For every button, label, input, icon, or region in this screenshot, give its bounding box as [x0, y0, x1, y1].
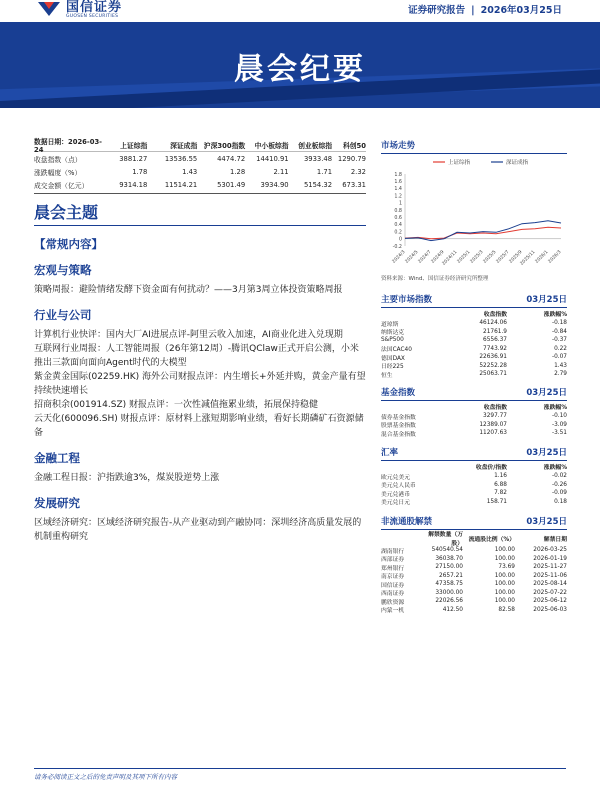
table-row — [381, 563, 567, 572]
cell: 2.11 — [273, 167, 289, 176]
market-summary-table — [34, 139, 366, 194]
table-row — [381, 362, 567, 371]
cell: -0.84 — [552, 328, 567, 335]
column-header: 涨跌幅% — [543, 312, 567, 318]
row-label: 恒生 — [381, 372, 393, 379]
cell: 100.00 — [494, 555, 515, 562]
cell: 52252.28 — [479, 362, 507, 369]
fund-index-panel — [381, 386, 567, 438]
main-index-panel — [381, 293, 567, 379]
x-tick-label: 2024/5 — [404, 249, 420, 265]
cell: -0.07 — [552, 354, 567, 361]
article-link[interactable]: 计算机行业快评：国内大厂AI进展点评-阿里云收入加速，AI商业化进入兑现期 — [34, 330, 343, 340]
table-row — [381, 572, 567, 581]
cell: 3881.27 — [119, 154, 148, 163]
column-header: 流通股比例（%） — [468, 536, 515, 543]
series-line — [405, 227, 561, 239]
table-row — [381, 481, 567, 490]
cell: 100.00 — [494, 589, 515, 596]
table-row — [381, 606, 567, 615]
row-label: 德国DAX — [381, 355, 405, 362]
meta-separator: | — [471, 5, 475, 16]
cell: 2.32 — [350, 167, 366, 176]
cell: 1.16 — [494, 473, 507, 480]
cell: 82.58 — [498, 606, 515, 613]
y-tick-label: 0.2 — [394, 230, 402, 236]
cell: 22026.56 — [435, 598, 463, 605]
table-row — [381, 345, 567, 354]
table-row — [34, 165, 366, 178]
cell: 2025-07-22 — [533, 589, 567, 596]
cell: 2025-11-27 — [533, 564, 567, 571]
x-tick-label: 2026/3 — [547, 249, 563, 265]
fx-title: 汇率 — [381, 448, 399, 458]
main-index-date: 03月25日 — [526, 295, 567, 305]
y-tick-label: 1.8 — [394, 172, 402, 178]
x-tick-label: 2025/7 — [495, 249, 511, 265]
cell: -0.26 — [552, 481, 567, 488]
cell: 2025-06-12 — [533, 598, 567, 605]
article-link[interactable]: 紫金黄金国际(02259.HK) 海外公司财报点评：内生增长+外延并购，黄金产量有望持续快速增长 — [34, 372, 366, 396]
row-label: 道琼斯 — [381, 321, 399, 328]
table-header-row — [381, 461, 567, 472]
column-header: 收盘价/指数 — [475, 465, 507, 471]
cell: 2.79 — [554, 371, 567, 378]
cell: 3934.90 — [260, 180, 289, 189]
cell: 36038.70 — [435, 555, 463, 562]
fx-date: 03月25日 — [526, 448, 567, 458]
table-header-row — [381, 401, 567, 412]
y-tick-label: 0.4 — [394, 223, 402, 229]
x-tick-label: 2025/3 — [469, 249, 485, 265]
chart-svg — [381, 152, 567, 267]
cell: 9314.18 — [119, 180, 148, 189]
row-label: 鹏欣资源 — [381, 599, 405, 606]
company-logo — [38, 0, 122, 20]
cell: 6556.37 — [483, 337, 507, 344]
cell: 540540.54 — [431, 547, 463, 554]
row-label: 国信证券 — [381, 582, 405, 589]
row-label: 法国CAC40 — [381, 347, 412, 354]
fund-index-title: 基金指数 — [381, 388, 416, 398]
cell: 7743.92 — [483, 345, 507, 352]
cell: -0.10 — [552, 413, 567, 420]
cell: -0.09 — [552, 490, 567, 497]
cell: 5301.49 — [217, 180, 246, 189]
column-header: 沪深300指数 — [203, 142, 246, 150]
table-row — [381, 489, 567, 498]
row-label: 湖南银行 — [381, 548, 405, 555]
cell: 22636.91 — [479, 354, 507, 361]
main-index-title: 主要市场指数 — [381, 295, 433, 305]
page-title: 晨会纪要 — [234, 52, 366, 87]
cell: 25063.71 — [479, 371, 507, 378]
cell: 33000.00 — [435, 589, 463, 596]
page-header — [0, 0, 600, 22]
cell: -0.18 — [552, 320, 567, 327]
row-label: 收盘指数（点） — [34, 155, 82, 164]
cell: 11514.21 — [164, 180, 198, 189]
x-tick-label: 2025/11 — [519, 249, 537, 267]
table-row — [381, 319, 567, 328]
x-tick-label: 2025/9 — [508, 249, 524, 265]
table-row — [381, 555, 567, 564]
row-label: S&P500 — [381, 337, 404, 344]
x-tick-label: 2024/9 — [430, 249, 446, 265]
cell: 14410.91 — [256, 154, 289, 163]
table-row — [34, 178, 366, 191]
cell: 21761.9 — [483, 328, 507, 335]
cell: 6.88 — [494, 481, 507, 488]
cell: 2026-01-19 — [533, 555, 567, 562]
cell: 412.50 — [442, 606, 463, 613]
column-header: 数据日期：2026-03-24 — [34, 138, 103, 154]
column-header: 科创50 — [342, 142, 366, 150]
cell: 2025-11-06 — [533, 572, 567, 579]
cell: 12389.07 — [479, 421, 507, 428]
x-tick-label: 2024/3 — [391, 249, 407, 265]
cell: -0.37 — [552, 337, 567, 344]
table-row — [381, 412, 567, 421]
row-label: 美元兑人民币 — [381, 483, 416, 490]
cell: 100.00 — [494, 572, 515, 579]
table-row — [381, 336, 567, 345]
row-label: 南京证券 — [381, 574, 405, 581]
cell: 100.00 — [494, 598, 515, 605]
x-tick-label: 2025/1 — [456, 249, 472, 265]
report-date: 2026年03月25日 — [480, 5, 562, 16]
market-trend-chart — [381, 152, 567, 267]
table-row — [381, 429, 567, 438]
table-row — [381, 353, 567, 362]
column-header: 深证成指 — [170, 142, 198, 150]
cell: 5154.32 — [303, 180, 333, 189]
legend-label: 上证综指 — [448, 160, 471, 166]
group-title: 行业与公司 — [34, 308, 92, 322]
column-header: 涨跌幅% — [543, 465, 567, 471]
table-row — [381, 421, 567, 430]
row-label: 西南证券 — [381, 591, 405, 598]
cell: 1290.79 — [337, 154, 366, 163]
content-tag: 【常规内容】 — [34, 237, 103, 251]
row-label: 混合基金指数 — [381, 431, 416, 438]
title-banner — [0, 22, 600, 108]
article-link[interactable]: 互联网行业周报：人工智能周报（26年第12周）-腾讯QClaw正式开启公测，小米推出三款面向面向Agent时代的大模型 — [34, 344, 359, 368]
x-tick-label: 2025/5 — [482, 249, 498, 265]
cell: -3.51 — [552, 430, 567, 437]
cell: 158.71 — [486, 498, 507, 505]
unlock-panel — [381, 515, 567, 614]
row-label: 债券基金指数 — [381, 414, 416, 421]
column-header: 解禁数量（万股） — [428, 532, 463, 547]
cell: 3933.48 — [303, 154, 333, 163]
cell: 673.31 — [342, 180, 366, 189]
article-link[interactable]: 区域经济研究：区域经济研究报告-从产业驱动到产融协同：深圳经济高质量发展的机制重构研究 — [34, 518, 362, 542]
article-link[interactable]: 招商积余(001914.SZ) 财报点评：一次性减值拖累业绩，拓展保持稳健 — [34, 400, 318, 410]
table-row — [34, 152, 366, 165]
row-label: 涨跌幅度（%） — [34, 168, 82, 177]
cell: -3.09 — [552, 421, 567, 428]
table-row — [381, 498, 567, 507]
report-meta — [408, 2, 562, 16]
unlock-date: 03月25日 — [526, 517, 567, 527]
cell: 100.00 — [494, 581, 515, 588]
column-header: 中小板综指 — [254, 142, 289, 150]
row-label: 美元兑港币 — [381, 491, 410, 498]
article-link[interactable]: 金融工程日报：沪指跌逾3%，煤炭股逆势上涨 — [34, 473, 220, 483]
x-tick-label: 2026/1 — [534, 249, 550, 265]
legend-label: 深证成指 — [506, 160, 529, 166]
cell: 1.43 — [554, 362, 567, 369]
logo-mark-icon — [38, 2, 62, 18]
cell: 3297.77 — [483, 413, 507, 420]
cell: 1.28 — [230, 167, 246, 176]
row-label: 内蒙一机 — [381, 608, 405, 615]
cell: 1.43 — [182, 167, 198, 176]
cell: 2025-08-14 — [533, 581, 567, 588]
cell: 13536.55 — [164, 154, 198, 163]
group-title: 发展研究 — [34, 496, 80, 510]
cell: 1.78 — [132, 167, 148, 176]
y-tick-label: 1.4 — [394, 187, 402, 193]
cell: 2657.21 — [439, 572, 463, 579]
row-label: 日经225 — [381, 364, 404, 371]
y-tick-label: 1.6 — [394, 180, 402, 185]
table-row — [381, 589, 567, 598]
x-tick-label: 2024/11 — [441, 249, 459, 267]
row-label: 欧元兑美元 — [381, 474, 410, 481]
group-title: 宏观与策略 — [34, 263, 92, 277]
table-header-row — [34, 139, 366, 152]
cell: 100.00 — [494, 547, 515, 554]
article-link[interactable]: 策略周报：避险情绪发酵下资金面有何扰动？——3月第3周立体投资策略周报 — [34, 285, 343, 295]
x-tick-label: 2024/7 — [417, 249, 433, 265]
section-title: 晨会主题 — [34, 203, 99, 222]
cell: -0.02 — [552, 473, 567, 480]
report-type: 证券研究报告 — [408, 5, 466, 16]
column-header: 解禁日期 — [543, 536, 567, 543]
column-header: 涨跌幅% — [543, 405, 567, 411]
morning-topics — [34, 203, 366, 544]
market-trend-title: 市场走势 — [381, 141, 416, 151]
cell: 11207.63 — [479, 430, 507, 437]
cell: 0.18 — [554, 498, 567, 505]
cell: 47358.75 — [435, 581, 463, 588]
column-header: 收盘指数 — [483, 405, 507, 411]
row-label: 纳斯达克 — [381, 330, 405, 337]
y-tick-label: 0 — [398, 237, 402, 243]
table-row — [381, 597, 567, 606]
fund-index-date: 03月25日 — [526, 388, 567, 398]
article-link[interactable]: 云天化(600096.SH) 财报点评：原材料上涨短期影响业绩，看好长期磷矿石资源储备 — [34, 414, 364, 438]
logo-en: GUOSEN SECURITIES — [66, 13, 119, 19]
series-line — [405, 221, 561, 241]
cell: 1.71 — [316, 167, 333, 176]
fx-panel — [381, 446, 567, 506]
cell: 2025-06-03 — [533, 606, 567, 613]
table-row — [381, 472, 567, 481]
column-header: 上证综指 — [120, 142, 148, 150]
unlock-title: 非流通股解禁 — [381, 517, 433, 527]
y-tick-label: -0.2 — [392, 244, 402, 250]
y-tick-label: 0.8 — [394, 208, 402, 214]
cell: 7.82 — [494, 490, 507, 497]
table-header-row — [381, 530, 567, 546]
logo-cn: 国信证券 — [66, 0, 123, 15]
row-label: 股票基金指数 — [381, 423, 416, 430]
table-row — [381, 328, 567, 337]
row-label: 美元兑日元 — [381, 500, 410, 507]
cell: 0.22 — [554, 345, 567, 352]
cell: 2026-03-25 — [533, 547, 567, 554]
table-row — [381, 580, 567, 589]
table-row — [381, 370, 567, 379]
y-tick-label: 0.6 — [394, 216, 402, 221]
cell: 46124.06 — [479, 320, 507, 327]
column-header: 创业板综指 — [298, 142, 333, 150]
y-tick-label: 1.2 — [394, 194, 402, 200]
y-tick-label: 1 — [398, 201, 402, 207]
table-header-row — [381, 308, 567, 319]
row-label: 成交金额（亿元） — [34, 181, 89, 190]
row-label: 郑州银行 — [381, 565, 405, 572]
chart-source: 资料来源：Wind、国信证券经济研究所整理 — [381, 276, 489, 282]
cell: 73.69 — [498, 564, 515, 571]
column-header: 收盘指数 — [483, 312, 507, 318]
table-row — [381, 546, 567, 555]
row-label: 西部证券 — [381, 557, 405, 564]
group-title: 金融工程 — [34, 451, 80, 465]
cell: 4474.72 — [217, 154, 246, 163]
cell: 27150.00 — [435, 564, 463, 571]
footer-disclaimer: 请务必阅读正文之后的免责声明及其项下所有内容 — [34, 768, 566, 781]
